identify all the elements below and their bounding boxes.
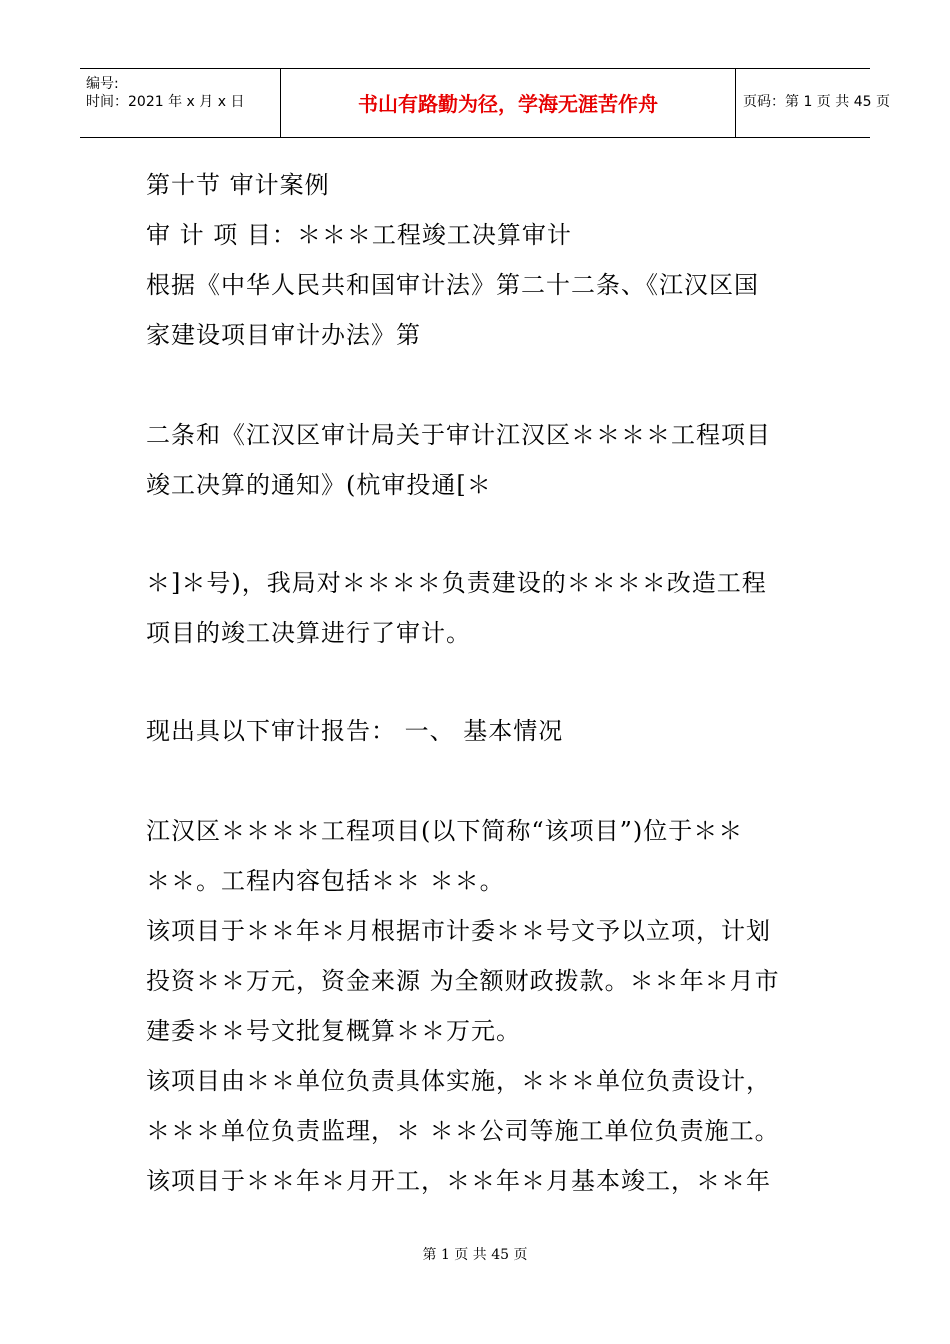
paragraph-line: ＊]＊号)，我局对＊＊＊＊负责建设的＊＊＊＊改造工程 xyxy=(146,569,767,597)
header-motto: 书山有路勤为径，学海无涯苦作舟 xyxy=(358,92,658,116)
paragraph-line: 该项目于＊＊年＊月根据市计委＊＊号文予以立项，计划 xyxy=(146,917,771,945)
paragraph-line: 建委＊＊号文批复概算＊＊万元。 xyxy=(146,1017,521,1045)
header-meta-cell xyxy=(80,69,280,137)
number-label: 编号: xyxy=(86,76,119,92)
paragraph-line: 江汉区＊＊＊＊工程项目(以下简称“该项目”)位于＊＊ xyxy=(146,817,744,845)
paragraph-line: 该项目由＊＊单位负责具体实施，＊＊＊单位负责设计， xyxy=(146,1067,771,1095)
header-motto-cell xyxy=(280,69,736,137)
page-footer: 第 1 页 共 45 页 xyxy=(422,1247,528,1263)
paragraph-line: 竣工决算的通知》(杭审投通[＊ xyxy=(146,471,492,499)
document-header xyxy=(80,68,890,138)
header-page-info: 页码：第 1 页 共 45 页 xyxy=(743,94,890,110)
paragraph-line: 项目的竣工决算进行了审计。 xyxy=(146,619,471,647)
header-page-cell xyxy=(735,69,890,137)
paragraph-line: ＊＊＊单位负责监理，＊ ＊＊公司等施工单位负责施工。 xyxy=(146,1117,780,1145)
paragraph-line: 根据《中华人民共和国审计法》第二十二条、《江汉区国 xyxy=(146,271,759,299)
time-label: 时间：2021 年 x 月 x 日 xyxy=(86,94,245,110)
paragraph-line: 该项目于＊＊年＊月开工，＊＊年＊月基本竣工，＊＊年 xyxy=(146,1167,771,1195)
paragraph-line: ＊＊。工程内容包括＊＊ ＊＊。 xyxy=(146,867,505,895)
paragraph-line: 二条和《江汉区审计局关于审计江汉区＊＊＊＊工程项目 xyxy=(146,421,771,449)
audit-project-line: 审 计 项 目：＊＊＊工程竣工决算审计 xyxy=(146,221,572,249)
section-title: 第十节 审计案例 xyxy=(146,171,330,199)
report-intro-line: 现出具以下审计报告： 一、 基本情况 xyxy=(146,717,564,745)
paragraph-line: 投资＊＊万元，资金来源 为全额财政拨款。＊＊年＊月市 xyxy=(146,967,780,995)
paragraph-line: 家建设项目审计办法》第 xyxy=(146,321,421,349)
